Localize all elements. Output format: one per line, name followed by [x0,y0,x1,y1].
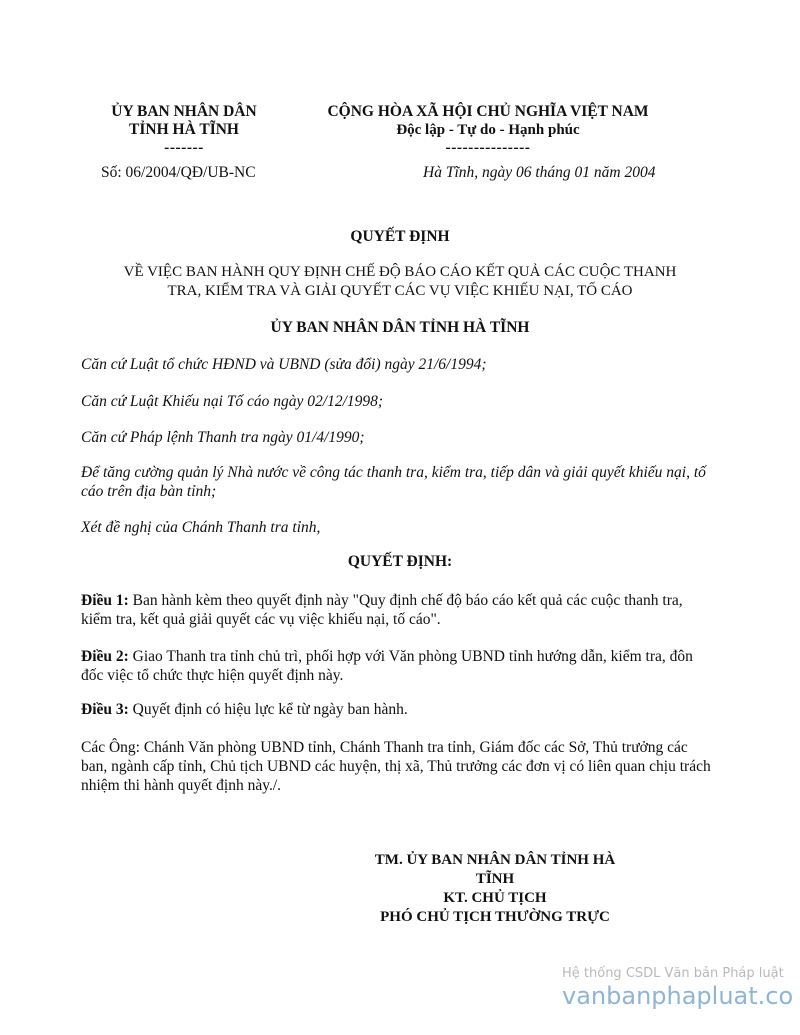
legal-basis-1: Căn cứ Luật tổ chức HĐND và UBND (sửa đổi) ngày 21/6/1994; [81,356,487,373]
decide-heading: QUYẾT ĐỊNH: [347,553,453,570]
watermark-caption: Hệ thống CSDL Văn bản Pháp luật [562,966,784,981]
document-subject [80,263,720,301]
issuer-separator: ------- [164,139,204,156]
national-motto-block [300,103,676,157]
legal-basis-4: Để tăng cường quản lý Nhà nước về công tác thanh tra, kiểm tra, tiếp dân và giải quyết khiếu nại, tố cáo trên địa bàn tỉnh; [81,464,706,500]
article-2-label: Điều 2: [81,648,129,665]
legal-basis-2: Căn cứ Luật Khiếu nại Tố cáo ngày 02/12/1998; [81,393,384,410]
article-1-label: Điều 1: [81,592,129,609]
signature-line-4: PHÓ CHỦ TỊCH THƯỜNG TRỰC [380,909,610,925]
article-3-text: Quyết định có hiệu lực kể từ ngày ban hành. [128,701,408,718]
recipients-paragraph: Các Ông: Chánh Văn phòng UBND tỉnh, Chánh Thanh tra tỉnh, Giám đốc các Sở, Thủ trưởng các ban, ngành cấp tỉnh, Chủ tịch UBND các huyện, thị xã, Thủ trưởng các đơn vị có liên quan chịu trách nhiệm thi hành quyết định này./. [81,739,711,794]
article-1 [81,591,711,629]
subject-line-2: TRA, KIỂM TRA VÀ GIẢI QUYẾT CÁC VỤ VIỆC KHIẾU NẠI, TỐ CÁO [167,283,633,299]
signature-line-3: KT. CHỦ TỊCH [443,890,547,906]
nation-name: CỘNG HÒA XÃ HỘI CHỦ NGHĨA VIỆT NAM [327,103,649,120]
watermark-site: vanbanphapluat.co [562,982,794,1010]
legal-basis-5: Xét đề nghị của Chánh Thanh tra tỉnh, [81,519,321,536]
issuer-province: TỈNH HÀ TĨNH [129,121,239,138]
signature-line-1: TM. ỦY BAN NHÂN DÂN TỈNH HÀ [374,852,616,868]
authority-heading: ỦY BAN NHÂN DÂN TỈNH HÀ TĨNH [270,319,530,336]
article-1-text: Ban hành kèm theo quyết định này "Quy định chế độ báo cáo kết quả các cuộc thanh tra, kiểm tra, kết quả giải quyết các vụ việc khiếu nại, tố cáo". [81,592,683,628]
article-3-label: Điều 3: [81,701,129,718]
article-3 [81,700,711,719]
article-2 [81,647,711,685]
document-number: Số: 06/2004/QĐ/UB-NC [101,164,256,181]
signature-block [350,851,640,927]
nation-motto: Độc lập - Tự do - Hạnh phúc [396,122,580,138]
document-title: QUYẾT ĐỊNH [350,228,450,245]
issuer-name: ỦY BAN NHÂN DÂN [111,103,257,120]
issuing-authority-block [100,103,268,157]
legal-basis-3: Căn cứ Pháp lệnh Thanh tra ngày 01/4/1990; [81,429,365,446]
article-2-text: Giao Thanh tra tỉnh chủ trì, phối hợp với Văn phòng UBND tỉnh hướng dẫn, kiểm tra, đôn đốc việc tổ chức thực hiện quyết định này. [81,648,693,684]
subject-line-1: VỀ VIỆC BAN HÀNH QUY ĐỊNH CHẾ ĐỘ BÁO CÁO KẾT QUẢ CÁC CUỘC THANH [123,264,677,280]
place-date: Hà Tĩnh, ngày 06 tháng 01 năm 2004 [423,164,656,181]
signature-line-2: TĨNH [475,871,515,887]
motto-separator: --------------- [445,139,531,156]
